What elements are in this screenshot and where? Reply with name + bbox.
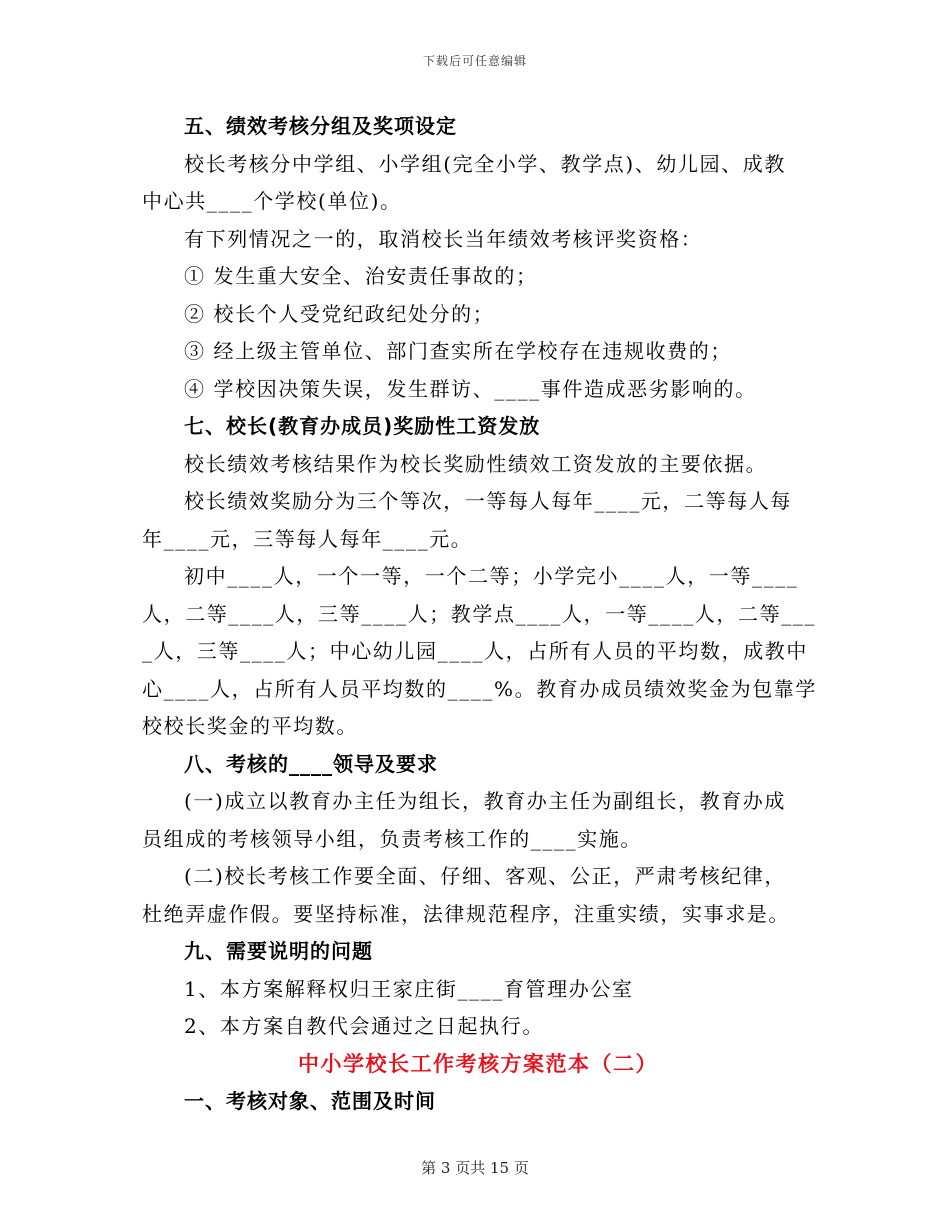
section-heading-9: 九、需要说明的问题 [184, 939, 373, 963]
list-item: ④ 学校因决策失误，发生群访、____事件造成恶劣影响的。 [184, 376, 757, 401]
list-item: ② 校长个人受党纪政纪处分的； [184, 301, 495, 326]
paragraph-line: 校长考核分中学组、小学组(完全小学、教学点)、幼儿园、成教 [184, 151, 787, 176]
section-heading-5: 五、绩效考核分组及奖项设定 [184, 114, 457, 138]
paragraph-line: 杜绝弄虚作假。要坚持标准，法律规范程序，注重实绩，实事求是。 [142, 901, 790, 926]
paragraph-line: 初中____人，一个一等，一个二等；小学完小____人，一等____ [184, 564, 799, 588]
page-number: 第 3 页共 15 页 [421, 1159, 529, 1177]
paragraph-line: 员组成的考核领导小组，负责考核工作的____实施。 [142, 826, 642, 851]
document-title: 中小学校长工作考核方案范本（二） [298, 1051, 658, 1076]
document-body [142, 108, 818, 1121]
paragraph-line: _人，三等____人；中心幼儿园____人，占所有人员的平均数，成教中 [142, 639, 808, 663]
paragraph-line: (一)成立以教育办主任为组长，教育办主任为副组长，教育办成 [184, 789, 787, 813]
section-heading-1: 一、考核对象、范围及时间 [184, 1089, 436, 1113]
paragraph-line: 人，二等____人，三等____人；教学点____人，一等____人，二等___ [142, 601, 816, 626]
paragraph-line: 校长绩效考核结果作为校长奖励性绩效工资发放的主要依据。 [184, 451, 768, 476]
paragraph-line: 心____人，占所有人员平均数的____%。教育办成员绩效奖金为包靠学 [142, 676, 818, 701]
paragraph-line: 有下列情况之一的，取消校长当年绩效考核评奖资格： [184, 226, 703, 251]
section-heading-7: 七、校长(教育办成员)奖励性工资发放 [184, 414, 541, 438]
paragraph-line: 年____元，三等每人每年____元。 [142, 526, 473, 551]
list-item: 2、本方案自教代会通过之日起执行。 [184, 1014, 544, 1038]
download-note: 下载后可任意编辑 [422, 54, 527, 68]
section-heading-8: 八、考核的____领导及要求 [184, 751, 438, 776]
list-item: 1、本方案解释权归王家庄街____育管理办公室 [184, 976, 634, 1001]
list-item: ① 发生重大安全、治安责任事故的； [184, 264, 538, 288]
list-item: ③ 经上级主管单位、部门查实所在学校存在违规收费的； [184, 339, 732, 363]
paragraph-line: 中心共____个学校(单位)。 [142, 189, 402, 213]
paragraph-line: (二)校长考核工作要全面、仔细、客观、公正，严肃考核纪律， [184, 864, 787, 888]
paragraph-line: 校校长奖金的平均数。 [142, 714, 358, 738]
paragraph-line: 校长绩效奖励分为三个等次，一等每人每年____元，二等每人每 [184, 489, 792, 513]
